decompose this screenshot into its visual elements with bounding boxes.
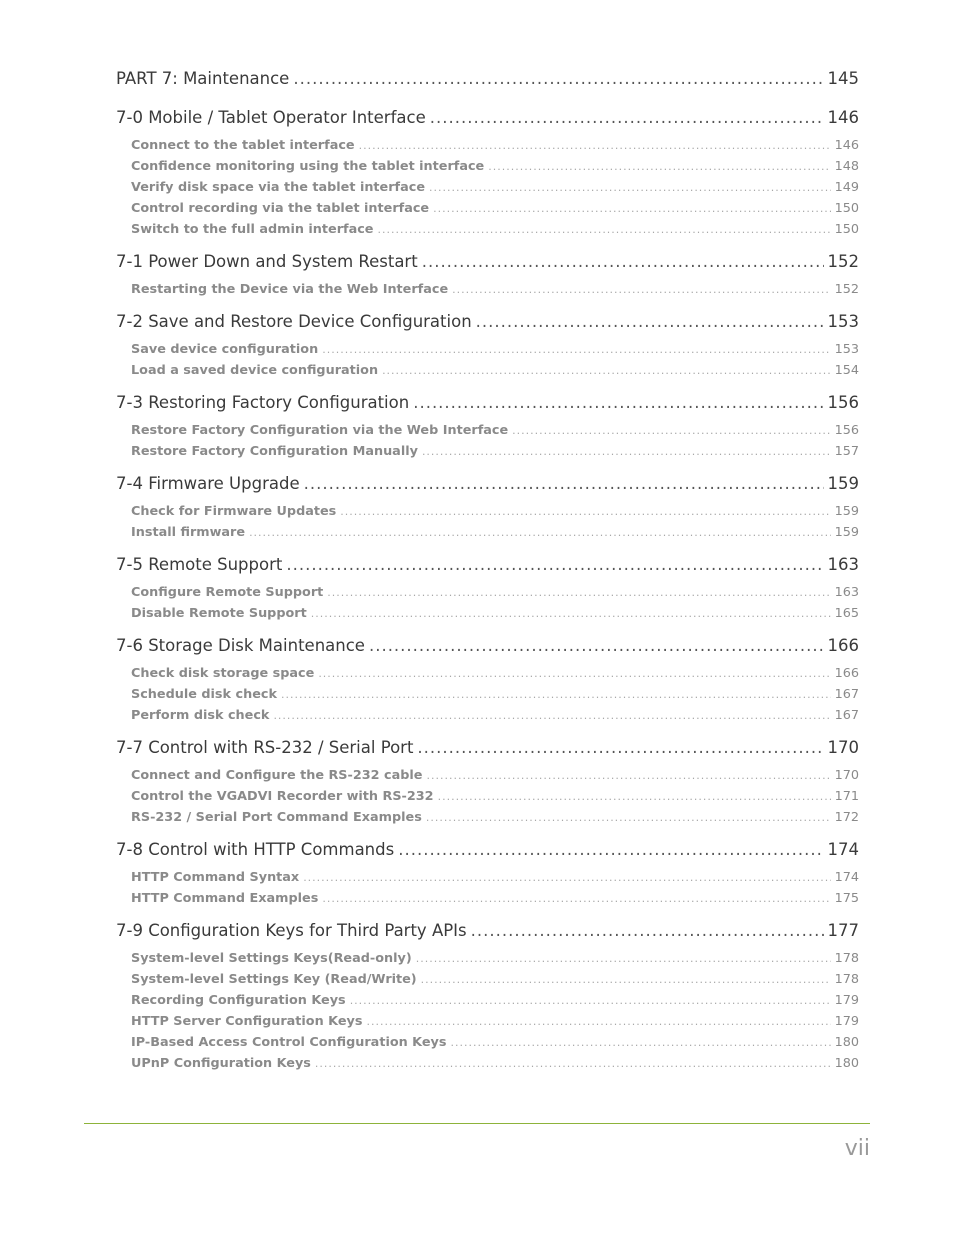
toc-subsection-entry[interactable]: [131, 867, 859, 888]
toc-section-entry[interactable]: [116, 837, 859, 867]
toc-subsection-page: 175: [834, 891, 859, 906]
toc-section-page: 152: [827, 252, 859, 271]
toc-subsection-title: Restore Factory Configuration Manually: [131, 444, 418, 459]
toc-subsection-entry[interactable]: [131, 990, 859, 1011]
toc-section-entry[interactable]: [116, 105, 859, 135]
toc-subsection-title: Connect to the tablet interface: [131, 138, 355, 153]
toc-leader-dots: [359, 135, 831, 156]
toc-leader-dots: [476, 309, 824, 335]
toc-section-title: 7-0 Mobile / Tablet Operator Interface: [116, 108, 426, 127]
toc-section-entry[interactable]: [116, 249, 859, 279]
toc-section: [116, 552, 859, 624]
toc-subsection-page: 178: [834, 951, 859, 966]
toc-section-title: 7-7 Control with RS-232 / Serial Port: [116, 738, 414, 757]
toc-leader-dots: [413, 390, 823, 416]
table-of-contents: [116, 66, 859, 1083]
toc-subsection-entry[interactable]: [131, 603, 859, 624]
toc-subsection-title: Control recording via the tablet interface: [131, 201, 430, 216]
toc-leader-dots: [438, 786, 831, 807]
toc-subsection-entry[interactable]: [131, 501, 859, 522]
toc-subsection-title: IP-Based Access Control Configuration Keys: [131, 1035, 447, 1050]
toc-leader-dots: [452, 279, 830, 300]
toc-subsection-entry[interactable]: [131, 684, 859, 705]
toc-subsection-entry[interactable]: [131, 1032, 859, 1053]
toc-leader-dots: [429, 177, 831, 198]
page-number: vii: [844, 1136, 870, 1161]
toc-section: [116, 471, 859, 543]
toc-subsection-title: Check disk storage space: [131, 666, 315, 681]
toc-section-entry[interactable]: [116, 918, 859, 948]
toc-section-page: 153: [827, 312, 859, 331]
toc-subsection-title: Configure Remote Support: [131, 585, 324, 600]
toc-section-title: 7-9 Configuration Keys for Third Party APIs: [116, 921, 467, 940]
toc-subsection-page: 150: [834, 201, 859, 216]
toc-subsection-title: Load a saved device configuration: [131, 363, 379, 378]
toc-section-title: 7-2 Save and Restore Device Configuration: [116, 312, 472, 331]
toc-leader-dots: [303, 867, 830, 888]
toc-section-page: 177: [827, 921, 859, 940]
toc-leader-dots: [417, 735, 823, 761]
toc-subsection-title: Restore Factory Configuration via the Web Interface: [131, 423, 509, 438]
toc-subsection-entry[interactable]: [131, 582, 859, 603]
toc-leader-dots: [315, 1053, 831, 1074]
toc-section-page: 145: [827, 69, 859, 88]
toc-leader-dots: [281, 684, 831, 705]
toc-section: [116, 735, 859, 828]
toc-subsection-entry[interactable]: [131, 198, 859, 219]
toc-leader-dots: [327, 582, 830, 603]
toc-leader-dots: [382, 360, 831, 381]
toc-section: [116, 249, 859, 300]
toc-subsection-title: Check for Firmware Updates: [131, 504, 337, 519]
toc-subsection-entry[interactable]: [131, 279, 859, 300]
toc-section: [116, 66, 859, 96]
toc-leader-dots: [318, 663, 830, 684]
toc-section-entry[interactable]: [116, 471, 859, 501]
toc-subsection-page: 153: [834, 342, 859, 357]
toc-leader-dots: [471, 918, 824, 944]
toc-subsection-page: 159: [834, 525, 859, 540]
toc-subsection-page: 156: [834, 423, 859, 438]
toc-subsection-entry[interactable]: [131, 888, 859, 909]
toc-section-title: 7-6 Storage Disk Maintenance: [116, 636, 365, 655]
toc-subsection-entry[interactable]: [131, 705, 859, 726]
toc-subsection-entry[interactable]: [131, 420, 859, 441]
toc-subsection-page: 171: [834, 789, 859, 804]
toc-leader-dots: [488, 156, 830, 177]
toc-subsection-title: HTTP Command Examples: [131, 891, 319, 906]
toc-section: [116, 918, 859, 1074]
toc-leader-dots: [273, 705, 830, 726]
toc-leader-dots: [377, 219, 830, 240]
toc-subsection-page: 154: [834, 363, 859, 378]
toc-section-title: 7-5 Remote Support: [116, 555, 283, 574]
toc-subsection-entry[interactable]: [131, 1053, 859, 1074]
toc-subsection-entry[interactable]: [131, 522, 859, 543]
toc-subsection-title: Connect and Configure the RS-232 cable: [131, 768, 423, 783]
toc-subsection-page: 180: [834, 1035, 859, 1050]
toc-subsection-page: 172: [834, 810, 859, 825]
toc-leader-dots: [398, 837, 823, 863]
toc-subsection-page: 179: [834, 993, 859, 1008]
toc-subsection-entry[interactable]: [131, 786, 859, 807]
toc-section: [116, 105, 859, 240]
toc-subsection-entry[interactable]: [131, 135, 859, 156]
toc-subsection-entry[interactable]: [131, 948, 859, 969]
toc-leader-dots: [416, 948, 831, 969]
toc-section-entry[interactable]: [116, 552, 859, 582]
toc-subsection-entry[interactable]: [131, 177, 859, 198]
toc-subsection-title: Verify disk space via the tablet interface: [131, 180, 426, 195]
toc-leader-dots: [426, 807, 831, 828]
toc-subsection-entry[interactable]: [131, 339, 859, 360]
toc-section: [116, 633, 859, 726]
toc-leader-dots: [422, 249, 824, 275]
toc-subsection-title: Switch to the full admin interface: [131, 222, 374, 237]
toc-subsection-page: 149: [834, 180, 859, 195]
toc-subsection-entry[interactable]: [131, 156, 859, 177]
toc-leader-dots: [433, 198, 830, 219]
toc-leader-dots: [350, 990, 831, 1011]
toc-leader-dots: [340, 501, 830, 522]
toc-section-title: 7-3 Restoring Factory Configuration: [116, 393, 410, 412]
toc-leader-dots: [422, 441, 831, 462]
toc-section-title: PART 7: Maintenance: [116, 69, 290, 88]
toc-subsection-title: Recording Configuration Keys: [131, 993, 346, 1008]
toc-subsection-page: 166: [834, 666, 859, 681]
toc-subsection-entry[interactable]: [131, 807, 859, 828]
toc-subsection-page: 170: [834, 768, 859, 783]
toc-leader-dots: [451, 1032, 831, 1053]
toc-subsection-title: Save device configuration: [131, 342, 319, 357]
toc-section: [116, 837, 859, 909]
toc-leader-dots: [311, 603, 831, 624]
toc-section-entry[interactable]: [116, 735, 859, 765]
toc-subsection-page: 165: [834, 606, 859, 621]
toc-section-page: 174: [827, 840, 859, 859]
toc-section-title: 7-8 Control with HTTP Commands: [116, 840, 395, 859]
toc-subsection-page: 148: [834, 159, 859, 174]
toc-subsection-title: UPnP Configuration Keys: [131, 1056, 311, 1071]
toc-section: [116, 390, 859, 462]
toc-subsection-title: Restarting the Device via the Web Interface: [131, 282, 449, 297]
footer-rule: [84, 1123, 870, 1124]
toc-leader-dots: [286, 552, 823, 578]
toc-subsection-page: 146: [834, 138, 859, 153]
toc-leader-dots: [322, 888, 830, 909]
toc-subsection-entry[interactable]: [131, 663, 859, 684]
toc-subsection-entry[interactable]: [131, 219, 859, 240]
toc-subsection-page: 150: [834, 222, 859, 237]
toc-subsection-title: HTTP Command Syntax: [131, 870, 300, 885]
toc-section-entry[interactable]: [116, 390, 859, 420]
toc-section-page: 170: [827, 738, 859, 757]
toc-leader-dots: [322, 339, 830, 360]
toc-subsection-entry[interactable]: [131, 441, 859, 462]
toc-section-entry[interactable]: [116, 66, 859, 96]
toc-section-entry[interactable]: [116, 309, 859, 339]
toc-subsection-title: Control the VGADVI Recorder with RS-232: [131, 789, 434, 804]
toc-section-page: 163: [827, 555, 859, 574]
toc-leader-dots: [293, 66, 823, 92]
toc-subsection-page: 174: [834, 870, 859, 885]
toc-section-title: 7-4 Firmware Upgrade: [116, 474, 300, 493]
toc-leader-dots: [421, 969, 831, 990]
toc-leader-dots: [430, 105, 824, 131]
toc-subsection-entry[interactable]: [131, 969, 859, 990]
toc-subsection-title: RS-232 / Serial Port Command Examples: [131, 810, 422, 825]
toc-subsection-page: 179: [834, 1014, 859, 1029]
toc-section: [116, 309, 859, 381]
toc-subsection-title: Confidence monitoring using the tablet interface: [131, 159, 485, 174]
toc-section-page: 159: [827, 474, 859, 493]
toc-subsection-title: HTTP Server Configuration Keys: [131, 1014, 363, 1029]
toc-subsection-page: 178: [834, 972, 859, 987]
toc-section-title: 7-1 Power Down and System Restart: [116, 252, 418, 271]
toc-subsection-page: 157: [834, 444, 859, 459]
toc-subsection-entry[interactable]: [131, 1011, 859, 1032]
toc-subsection-page: 152: [834, 282, 859, 297]
toc-subsection-title: Schedule disk check: [131, 687, 277, 702]
toc-subsection-title: Perform disk check: [131, 708, 270, 723]
toc-subsection-title: System-level Settings Keys(Read-only): [131, 951, 412, 966]
toc-leader-dots: [249, 522, 831, 543]
toc-section-entry[interactable]: [116, 633, 859, 663]
toc-subsection-title: Install firmware: [131, 525, 246, 540]
toc-leader-dots: [304, 471, 824, 497]
toc-subsection-page: 180: [834, 1056, 859, 1071]
toc-section-page: 156: [827, 393, 859, 412]
toc-subsection-page: 163: [834, 585, 859, 600]
toc-subsection-page: 159: [834, 504, 859, 519]
toc-subsection-page: 167: [834, 708, 859, 723]
toc-subsection-entry[interactable]: [131, 360, 859, 381]
toc-section-page: 146: [827, 108, 859, 127]
toc-subsection-title: Disable Remote Support: [131, 606, 307, 621]
toc-leader-dots: [512, 420, 830, 441]
toc-subsection-entry[interactable]: [131, 765, 859, 786]
toc-leader-dots: [366, 1011, 830, 1032]
toc-leader-dots: [369, 633, 824, 659]
toc-leader-dots: [426, 765, 830, 786]
toc-section-page: 166: [827, 636, 859, 655]
toc-subsection-title: System-level Settings Key (Read/Write): [131, 972, 417, 987]
toc-subsection-page: 167: [834, 687, 859, 702]
